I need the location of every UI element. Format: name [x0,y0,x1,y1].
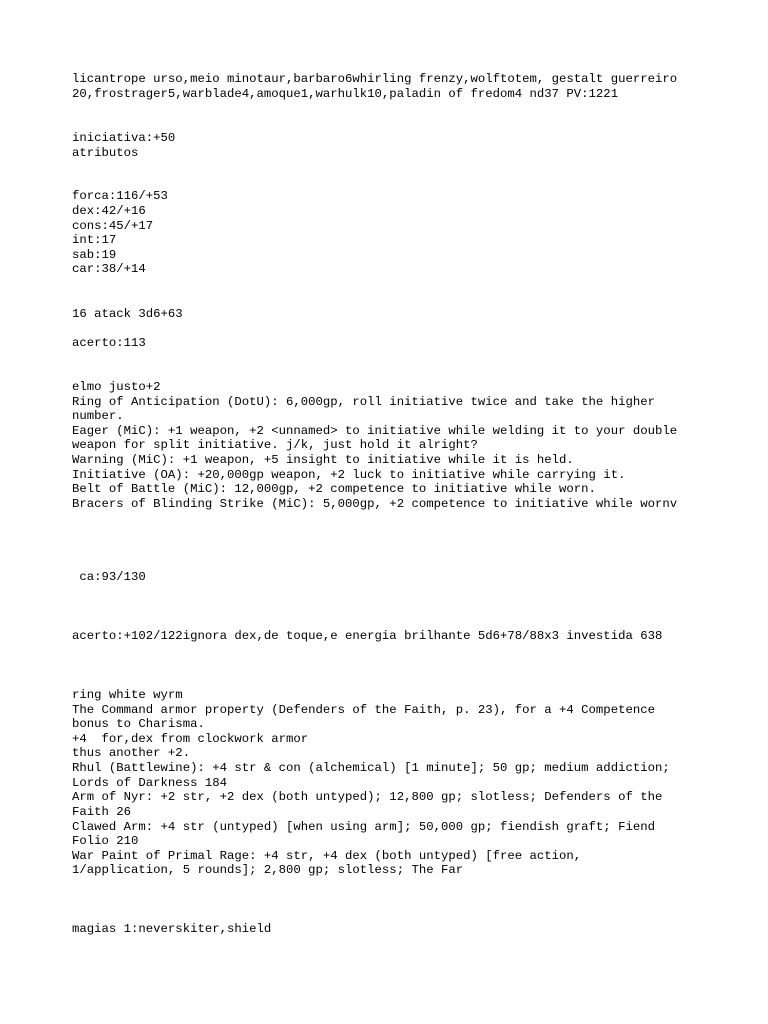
header-line: 20,frostrager5,warblade4,amoque1,warhulk10,paladin of fredom4 nd37 PV:1221 [72,87,619,101]
armor-class-line: ca:93/130 [72,570,146,584]
ring-item-line: Lords of Darkness 184 [72,776,227,790]
ring-item-line: Arm of Nyr: +2 str, +2 dex (both untyped); 12,800 gp; slotless; Defenders of the [72,790,663,804]
ring-item-line: 1/application, 5 rounds]; 2,800 gp; slotless; The Far [72,863,464,877]
ring-item-line: ring white wyrm [72,688,183,702]
attribute-strength: forca:116/+53 [72,189,168,203]
item-line: Initiative (OA): +20,000gp weapon, +2 luck to initiative while carrying it. [72,468,626,482]
ring-item-line: Folio 210 [72,834,139,848]
attack-line: 16 atack 3d6+63 [72,307,183,321]
hit-damage-line: acerto:+102/122ignora dex,de toque,e energia brilhante 5d6+78/88x3 investida 638 [72,629,663,643]
ring-item-line: Faith 26 [72,805,132,819]
item-line: Ring of Anticipation (DotU): 6,000gp, roll initiative twice and take the higher [72,395,655,409]
header-line: licantrope urso,meio minotaur,barbaro6whirling frenzy,wolftotem, gestalt guerreiro [72,72,678,86]
item-line: elmo justo+2 [72,380,161,394]
ring-item-line: Rhul (Battlewine): +4 str & con (alchemical) [1 minute]; 50 gp; medium addiction; [72,761,670,775]
attributes-heading: atributos [72,146,139,160]
ring-item-line: bonus to Charisma. [72,717,205,731]
item-line: Belt of Battle (MiC): 12,000gp, +2 competence to initiative while worn. [72,482,596,496]
spells-line: magias 1:neverskiter,shield [72,922,272,936]
ring-item-line: Clawed Arm: +4 str (untyped) [when using arm]; 50,000 gp; fiendish graft; Fiend [72,820,655,834]
hit-bonus-line: acerto:113 [72,336,146,350]
ring-item-line: +4 for,dex from clockwork armor [72,732,309,746]
attribute-wisdom: sab:19 [72,248,117,262]
item-line: number. [72,409,124,423]
attribute-intelligence: int:17 [72,233,117,247]
item-line: Eager (MiC): +1 weapon, +2 <unnamed> to initiative while welding it to your double [72,424,678,438]
ring-item-line: The Command armor property (Defenders of the Faith, p. 23), for a +4 Competence [72,703,655,717]
attribute-dexterity: dex:42/+16 [72,204,146,218]
item-line: Bracers of Blinding Strike (MiC): 5,000gp, +2 competence to initiative while wornv [72,497,678,511]
initiative-line: iniciativa:+50 [72,131,176,145]
item-line: weapon for split initiative. j/k, just hold it alright? [72,438,478,452]
attribute-charisma: car:38/+14 [72,262,146,276]
ring-item-line: War Paint of Primal Rage: +4 str, +4 dex (both untyped) [free action, [72,849,582,863]
item-line: Warning (MiC): +1 weapon, +5 insight to initiative while it is held. [72,453,574,467]
attribute-constitution: cons:45/+17 [72,219,154,233]
ring-item-line: thus another +2. [72,746,191,760]
